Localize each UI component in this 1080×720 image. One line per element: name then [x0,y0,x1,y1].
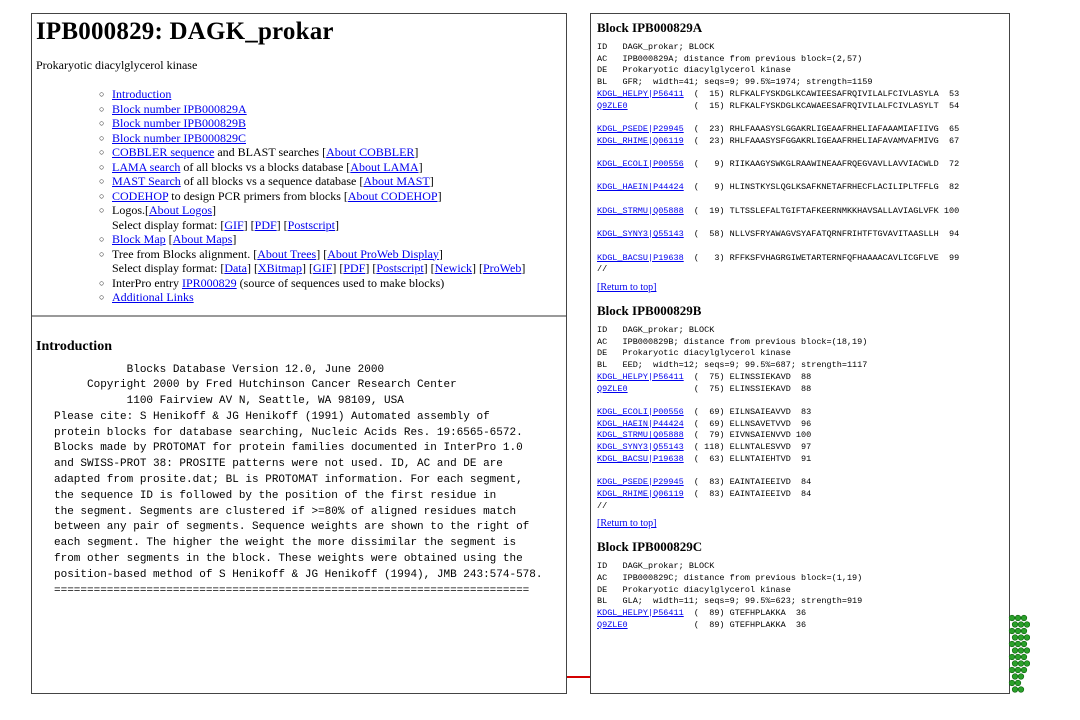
block-text [597,561,1009,631]
format-postscript-link[interactable]: Postscript [287,217,336,232]
sequence-id-link[interactable]: KDGL_STRMU|Q05888 [597,205,684,216]
logo-cell [1015,615,1021,621]
block-number-ipb000829b-link[interactable]: Block number IPB000829B [112,116,246,130]
sequence-id-link[interactable]: KDGL_SYNY3|Q55143 [597,442,684,453]
bullet-icon: ○ [99,118,105,128]
sequence-id-link[interactable]: KDGL_PSEDE|P29945 [597,477,684,488]
logo-cell [1009,641,1015,647]
intro-line: ======================================================================== [54,584,530,597]
intro-line: Blocks Database Version 12.0, June 2000 [54,363,385,376]
sequence-segment: ( 58) NLLVSFRYAWAGVSYAFATQRNFRIHTFTGVAVITAASLLH 94 [683,229,960,240]
logo-cell [1015,654,1021,660]
block-text [597,325,1009,512]
format-newick-link[interactable]: Newick [434,261,472,275]
tree-format-links: [Data] [XBitmap] [GIF] [PDF] [Postscript] [Newick] [ProWeb] [220,261,526,275]
intro-line: 1100 Fairview AV N, Seattle, WA 98109, USA [54,395,404,408]
sequence-segment: ( 79) EIVNSAIENVVD 100 [683,430,812,441]
bullet-icon: ○ [99,277,105,288]
sequence-segment: ( 118) ELLNTALESVVD 97 [683,442,812,453]
bullet-icon: ○ [99,132,105,143]
bracket-close: ] [418,159,423,174]
sequence-segment: ( 89) GTEFHPLAKKA 36 [627,619,807,630]
logo-cell [1015,628,1021,634]
logo-cell [1009,667,1015,673]
about-logos-link[interactable]: About Logos [149,203,212,217]
format-proweb-link[interactable]: ProWeb [483,261,522,275]
select-format-label: Select display format: [112,261,221,275]
sequence-id-link[interactable]: KDGL_ECOLI|P00556 [597,159,684,170]
sequence-id-link[interactable]: Q9ZLE0 [597,100,628,111]
sequence-id-link[interactable]: KDGL_HELPY|P56411 [597,371,684,382]
interpro-text: InterPro entry [112,275,182,290]
bullet-icon: ○ [99,234,105,244]
block-header-line: BL EED; width=12; seqs=9; 99.5%=687; strength=1117 [597,360,868,371]
block-header-line: AC IPB000829C; distance from previous block=(1,19) [597,573,863,584]
logo-cell [1021,667,1027,673]
intro-line: the segment. Segments are clustered if >=80% of aligned residues match [54,505,517,518]
format-pdf-link[interactable]: PDF [254,217,277,232]
bracket-close: ] [414,145,419,159]
sequence-id-link[interactable]: KDGL_HELPY|P56411 [597,88,684,99]
sequence-segment: ( 3) RFFKSFVHAGRGIWETARTERNFQFHAAAACAVLICGFLVE 99 [683,252,960,263]
tree-text: Tree from Blocks alignment. [ [112,246,258,261]
bullet-icon: ○ [99,161,105,172]
introduction-text [54,363,566,600]
logo-cell [1024,648,1030,654]
sequence-id-link[interactable]: Q9ZLE0 [597,383,628,394]
bullet-icon: ○ [99,103,105,114]
logo-cell [1012,687,1018,693]
format-data-link[interactable]: Data [224,261,247,275]
sequence-id-link[interactable]: KDGL_ECOLI|P00556 [597,406,684,417]
about-cobbler-link[interactable]: About COBBLER [326,145,415,159]
sequence-id-link[interactable]: KDGL_PSEDE|P29945 [597,123,684,134]
logo-cell [1021,628,1027,634]
sequence-segment: ( 89) GTEFHPLAKKA 36 [683,608,807,619]
return-to-top-link[interactable]: [Return to top] [597,518,657,530]
logo-cell [1018,687,1024,693]
block-header-line: ID DAGK_prokar; BLOCK [597,325,715,336]
page-title: IPB000829: DAGK_prokar [36,18,334,45]
intro-line: Blocks made by PROTOMAT for protein families documented in InterPro 1.0 [54,442,523,455]
introduction-link[interactable]: Introduction [112,87,172,101]
block-header-line: ID DAGK_prokar; BLOCK [597,561,715,572]
sequence-segment: ( 23) RHLFAAASYSFGGAKRLIGEAAFRHELIAFAVAMVAFMIVG 67 [683,135,960,146]
sequence-id-link[interactable]: KDGL_BACSU|P19638 [597,453,684,464]
return-to-top-link[interactable]: [Return to top] [597,282,657,294]
logo-cell [1021,641,1027,647]
logo-cell [1015,680,1021,686]
sequence-id-link[interactable]: Q9ZLE0 [597,619,628,630]
sequence-segment: ( 15) RLFKALFYSKDGLKCAWAEESAFRQIVILALFCIVLASYLT 54 [627,100,960,111]
about-codehop-link[interactable]: About CODEHOP [347,188,438,203]
codehop-text: to design PCR primers from blocks [ [168,188,348,203]
logos-text: Logos.[ [112,203,149,217]
block-links-list [32,87,566,145]
codehop-link[interactable]: CODEHOP [112,188,169,203]
logo-cell [1018,674,1024,680]
about-maps-link[interactable]: About Maps [172,232,233,246]
intro-line: protein blocks for database searching, Nucleic Acids Res. 19:6565-6572. [54,426,523,439]
mast-text: of all blocks vs a sequence database [ [180,174,364,188]
sequence-id-link[interactable]: KDGL_RHIME|Q06119 [597,135,684,146]
bullet-icon: ○ [99,176,105,186]
about-trees-link[interactable]: About Trees [257,246,317,261]
blocks-entry-panel [31,13,567,694]
block-map-list: ○ Block Map [About Maps] [99,232,237,246]
logo-cell [1012,674,1018,680]
format-gif-link[interactable]: GIF [224,217,244,232]
block-header-line: AC IPB000829A; distance from previous block=(2,57) [597,53,863,64]
block-header-line: BL GLA; width=11; seqs=9; 99.5%=623; strength=919 [597,596,863,607]
about-lama-link[interactable]: About LAMA [350,159,419,174]
logo-cell [1018,661,1024,667]
page-subtitle: Prokaryotic diacylglycerol kinase [36,58,198,72]
logo-cell [1009,654,1015,660]
intro-line: the sequence ID is followed by the position of the first residue in [54,489,497,502]
intro-line: each segment. The higher the weight the more dissimilar the segment is [54,537,517,550]
block-header-line: DE Prokaryotic diacylglycerol kinase [597,65,791,76]
logo-cell [1009,680,1015,686]
sequence-segment: ( 75) ELINSSIEKAVD 88 [627,383,812,394]
lama-text: of all blocks vs a blocks database [ [180,159,351,174]
codehop-list [32,189,566,204]
sequence-segment: ( 15) RLFKALFYSKDGLKCAWIEESAFRQIVILALFCIVLASYLA 53 [683,88,960,99]
cobbler-link[interactable]: COBBLER sequence [112,145,215,159]
block-title: Block IPB000829A [597,20,703,35]
logo-cell [1018,648,1024,654]
about-mast-link[interactable]: About MAST [363,174,430,188]
sequence-segment: ( 69) ELLNSAVETVVD 96 [683,418,812,429]
bullet-icon: ○ [99,190,105,201]
bullet-icon: ○ [99,248,105,259]
logo-cell [1018,635,1024,641]
search-tools-list [32,145,566,189]
sequence-segment: ( 83) EAINTAIEEIVD 84 [683,477,812,488]
logo-cell [1015,667,1021,673]
list-item [99,116,566,131]
block-title: Block IPB000829B [597,303,702,319]
logo-cell [1009,628,1015,634]
sequence-id-link[interactable]: KDGL_HELPY|P56411 [597,608,684,619]
interpro-note: (source of sequences used to make blocks) [236,275,445,290]
list-item [99,87,566,102]
bracket-close: ] [212,203,216,217]
intro-line: position-based method of S Henikoff & JG Henikoff (1994), JMB 243:574-578. [54,568,543,581]
sequence-segment: ( 75) ELINSSIEKAVD 88 [683,371,812,382]
intro-line: between any pair of segments. Sequence weights are shown to the right of [54,521,530,534]
bracket-close: ] [429,174,434,188]
logo-cell [1021,615,1027,621]
logo-cell [1024,635,1030,641]
blocks-detail-panel [590,13,1010,694]
bullet-icon: ○ [99,292,105,302]
bullet-icon: ○ [99,205,105,215]
bracket-close: ] [437,188,442,203]
list-item [99,130,566,146]
logos-list [32,203,566,232]
format-postscript-link[interactable]: Postscript [376,261,424,275]
interpro-list [32,276,566,305]
format-xbitmap-link[interactable]: XBitmap [257,261,302,275]
block-header-line: BL GFR; width=41; seqs=9; 99.5%=1974; strength=1159 [597,77,873,88]
divider [32,315,566,317]
block-header-line: DE Prokaryotic diacylglycerol kinase [597,348,791,359]
logo-cell [1009,615,1015,621]
sequence-id-link[interactable]: KDGL_BACSU|P19638 [597,252,684,263]
logo-format-links: [GIF] [PDF] [Postscript] [220,217,340,232]
sequence-id-link[interactable]: KDGL_HAEIN|P44424 [597,182,684,193]
intro-line: Please cite: S Henikoff & JG Henikoff (1991) Automated assembly of [54,410,490,423]
logo-cell [1024,661,1030,667]
sequence-segment: ( 83) EAINTAIEEIVD 84 [683,488,812,499]
logo-cell [1012,635,1018,641]
sequence-segment: ( 63) ELLNTAIEHTVD 91 [683,453,812,464]
tree-list: ○ Tree from Blocks alignment. [About Trees] [About ProWeb Display] Select display format: [Data] [XBitmap] [GIF] [PDF] [Postscript] [Newick] [ProWeb] [99,246,526,275]
block-end-marker: // [597,500,608,511]
format-gif-link[interactable]: GIF [312,261,333,275]
logo-cell [1021,654,1027,660]
about-proweb-link[interactable]: About ProWeb Display [327,246,439,261]
mast-search-link[interactable]: MAST Search [112,174,181,188]
block-title: Block IPB000829C [597,539,703,555]
sequence-segment: ( 9) RIIKAAGYSWKGLRAAWINEAAFRQEGVAVLLAVVIACWLD 72 [683,159,960,170]
logo-cell [1012,622,1018,628]
block-header-line: AC IPB000829B; distance from previous block=(18,19) [597,336,868,347]
format-pdf-link[interactable]: PDF [343,261,366,275]
block-text [597,42,1009,276]
sequence-segment: ( 19) TLTSSLEFALTGIFTAFKEERNMKKHAVSALLAVIAGLVFK 100 [683,205,960,216]
sequence-id-link[interactable]: KDGL_STRMU|Q05888 [597,430,684,441]
connector-line [567,676,591,678]
sequence-id-link[interactable]: KDGL_HAEIN|P44424 [597,418,684,429]
logo-cell [1018,622,1024,628]
interpro-link[interactable]: IPR000829 [181,275,237,290]
sequence-segment: ( 9) HLINSTKYSLQGLKSAFKNETAFRHECFLACILIPLTFFLG 82 [683,182,960,193]
list-item [99,101,566,117]
block-number-ipb000829c-link[interactable]: Block number IPB000829C [112,130,246,145]
logo-cell [1015,641,1021,647]
select-format-label: Select display format: [112,217,221,232]
intro-line: adapted from prosite.dat; BL is PROTOMAT information. For each segment, [54,474,523,487]
sequence-id-link[interactable]: KDGL_SYNY3|Q55143 [597,229,684,240]
bullet-icon: ○ [99,147,105,157]
block-header-line: ID DAGK_prokar; BLOCK [597,42,715,52]
hexagon-logo-icon [1008,614,1030,700]
additional-links-link[interactable]: Additional Links [112,290,194,304]
cobbler-text: and BLAST searches [ [214,145,327,159]
block-header-line: DE Prokaryotic diacylglycerol kinase [597,584,791,595]
logo-cell [1012,648,1018,654]
block-map-link[interactable]: Block Map [112,232,166,246]
block-end-marker: // [597,264,608,275]
sequence-segment: ( 69) EILNSAIEAVVD 83 [683,406,812,417]
lama-search-link[interactable]: LAMA search [112,159,181,174]
logo-cell [1024,622,1030,628]
intro-line: Copyright 2000 by Fred Hutchinson Cancer Research Center [54,379,457,392]
logo-cell [1012,661,1018,667]
introduction-heading: Introduction [36,338,112,354]
bullet-icon: ○ [99,89,105,99]
sequence-id-link[interactable]: KDGL_RHIME|Q06119 [597,488,684,499]
block-number-ipb000829a-link[interactable]: Block number IPB000829A [112,101,247,116]
intro-line: and SWISS-PROT 38: PROSITE patterns were not used. ID, AC and DE are [54,458,503,471]
sequence-segment: ( 23) RHLFAAASYSLGGAKRLIGEAAFRHELIAFAAAMIAFIIVG 65 [683,123,960,134]
intro-line: from other segments in the block. These weights were obtained using the [54,553,523,566]
